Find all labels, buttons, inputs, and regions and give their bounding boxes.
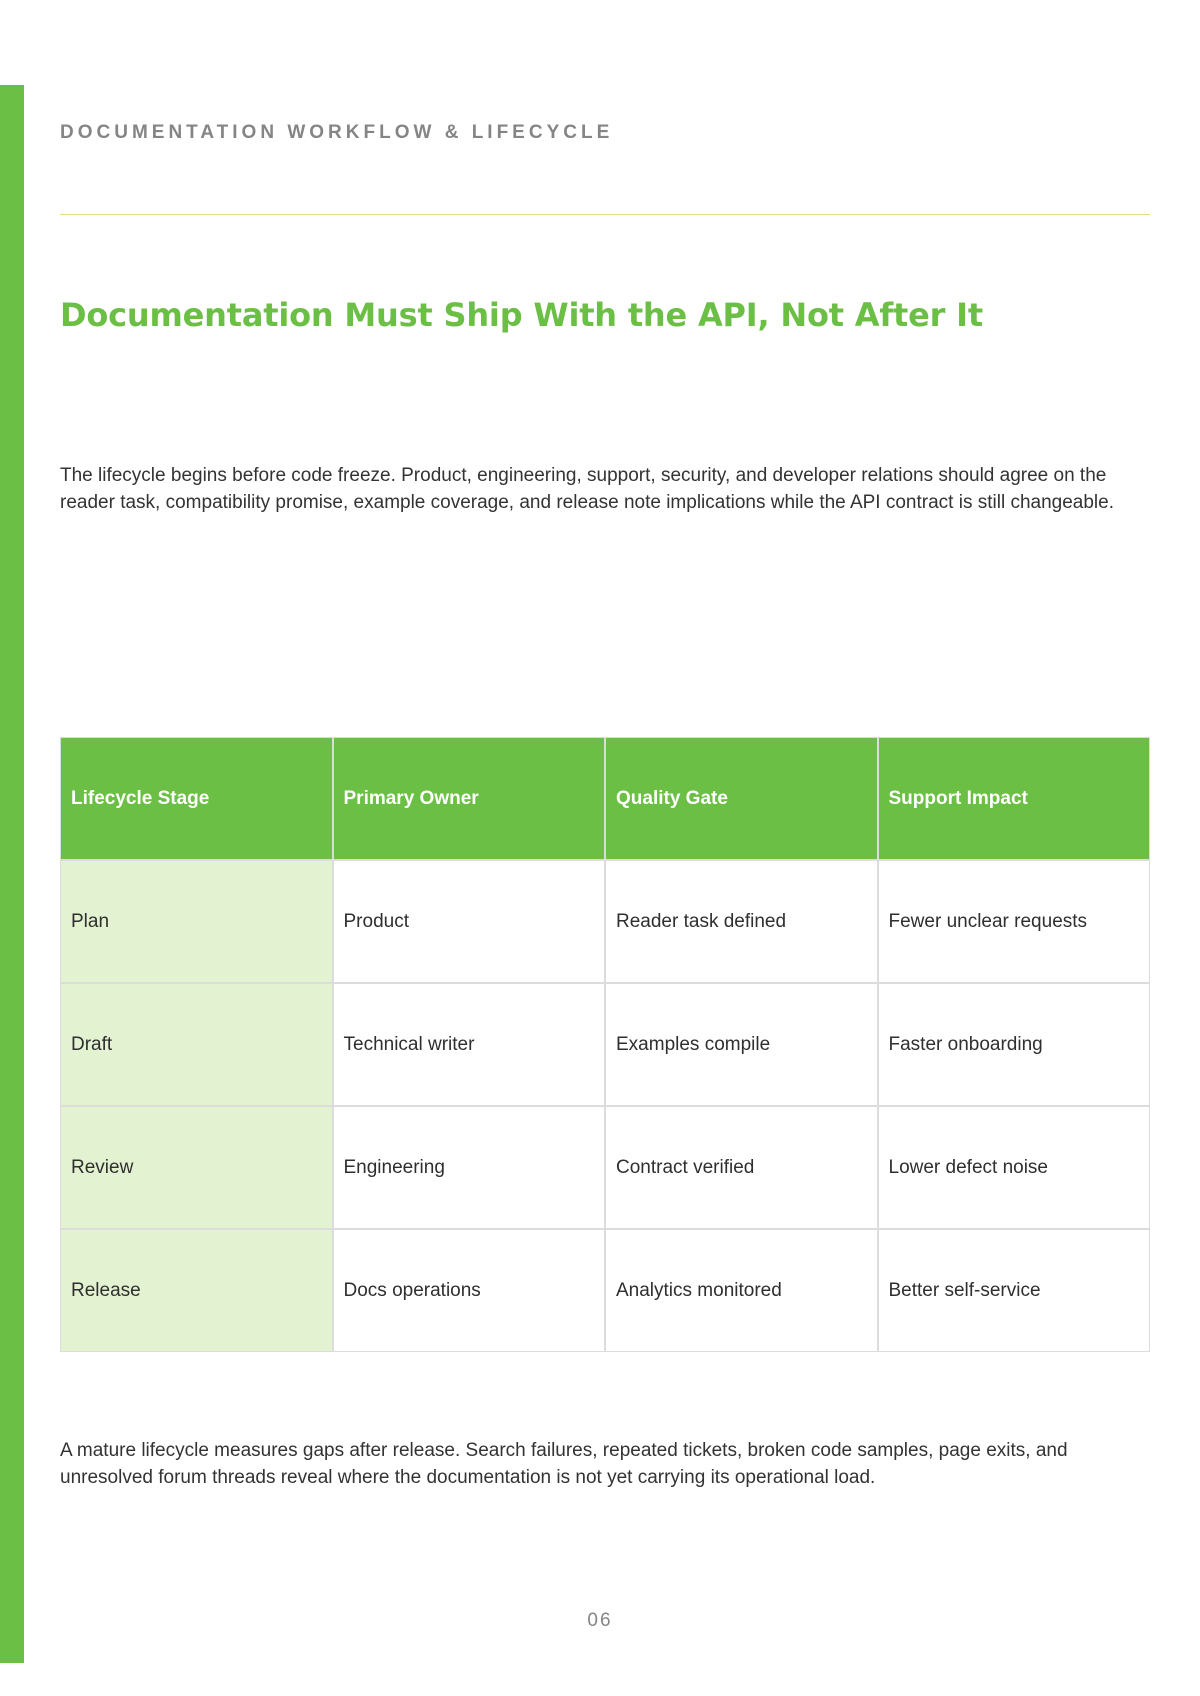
table-cell-stage: Draft — [61, 984, 332, 1105]
table-header-support-impact: Support Impact — [879, 738, 1150, 859]
table-cell-gate: Examples compile — [606, 984, 877, 1105]
table-cell-stage: Plan — [61, 861, 332, 982]
table-cell-stage: Release — [61, 1230, 332, 1351]
header-divider — [60, 214, 1150, 215]
page-title: Documentation Must Ship With the API, Not After It — [60, 296, 983, 334]
table-cell-gate: Reader task defined — [606, 861, 877, 982]
table-cell-owner: Technical writer — [334, 984, 605, 1105]
table-cell-owner: Engineering — [334, 1107, 605, 1228]
table-header-primary-owner: Primary Owner — [334, 738, 605, 859]
table-cell-owner: Product — [334, 861, 605, 982]
table-cell-owner: Docs operations — [334, 1230, 605, 1351]
page-number: 06 — [587, 1610, 613, 1631]
table-cell-gate: Contract verified — [606, 1107, 877, 1228]
outro-paragraph: A mature lifecycle measures gaps after release. Search failures, repeated tickets, broken code samples, page exits, and unresolved forum threads reveal where the documentation is not yet carrying its operational load. — [60, 1440, 1068, 1488]
table-cell-gate: Analytics monitored — [606, 1230, 877, 1351]
table-cell-impact: Fewer unclear requests — [879, 861, 1150, 982]
table-cell-impact: Faster onboarding — [879, 984, 1150, 1105]
table-cell-impact: Lower defect noise — [879, 1107, 1150, 1228]
lifecycle-table — [60, 737, 1150, 1352]
accent-bar — [0, 85, 24, 1663]
table-header-quality-gate: Quality Gate — [606, 738, 877, 859]
intro-paragraph: The lifecycle begins before code freeze. Product, engineering, support, security, and developer relations should agree on the reader task, compatibility promise, example coverage, and release note implications while the API contract is still changeable. — [60, 465, 1114, 513]
section-eyebrow: DOCUMENTATION WORKFLOW & LIFECYCLE — [60, 122, 614, 143]
table-header-lifecycle-stage: Lifecycle Stage — [61, 738, 332, 859]
table-cell-impact: Better self-service — [879, 1230, 1150, 1351]
table-cell-stage: Review — [61, 1107, 332, 1228]
